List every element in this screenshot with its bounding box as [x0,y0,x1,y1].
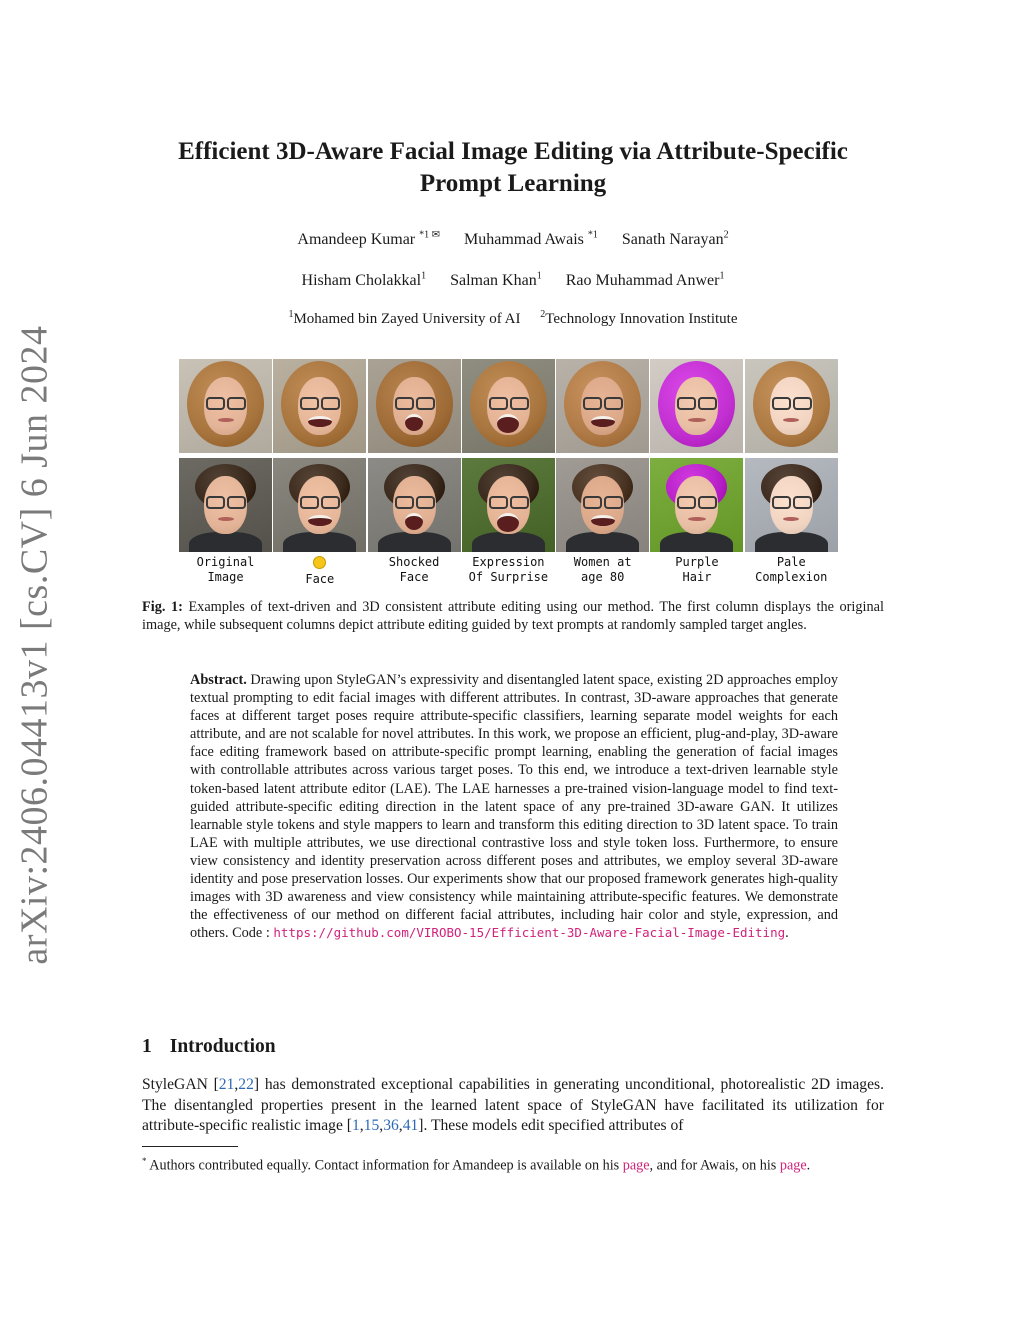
face-thumbnail [368,458,461,552]
face-thumbnail [650,359,743,453]
column-label-smiling: Face [273,555,366,587]
affiliation: $^2$Technology Innovation Institute [540,308,738,327]
column-label-age: Women at age 80 [573,555,632,584]
citation-link[interactable]: 41 [402,1117,419,1134]
abstract: Abstract. Drawing upon StyleGAN’s expressivity and disentangled latent space, existing 2D approaches employ textual prompting to edit facial images with different attributes. In contrast, 3D-aware approaches that generate faces at different target poses require attribute-specific classifiers, learning separate model weights for each attribute, and are not scalable for novel attributes. In this work, we propose an efficient, plug-and-play, 3D-aware face editing framework based on attribute-specific prompt learning, enabling the generation of facial images with controllable attributes across various target poses. To this end, we introduce a text-driven learnable style token-based latent attribute editor (LAE). The LAE harnesses a pre-trained vision-language model to find text-guided attribute-specific editing direction in the latent space of any pre-trained 3D-aware GAN. It utilizes learnable style tokens and style mappers to learn and transform this editing direction to 3D latent space. To train LAE with multiple attributes, we use directional contrastive loss and style token loss. Furthermore, to ensure view consistency and identity preservation across different poses and attributes, we employ several 3D-aware identity and pose preservation losses. Our experiments show that our proposed framework generates high-quality images with 3D awareness and view consistency while maintaining attribute-specific features. We demonstrate the effectiveness of our method on different facial attributes, including hair color and style, expression, and others. Code : https://github.com/VIROBO-15/Efficient-3D-Aware-Facial-Image-Editing. [190,672,838,942]
arxiv-identifier: arXiv:2406.04413v1 [cs.CV] 6 Jun 2024 [14,325,56,965]
abstract-text: Drawing upon StyleGAN’s expressivity and disentangled latent space, existing 2D approaches employ textual prompting to edit facial images with different attributes. In contrast, 3D-aware approaches that generate faces at different target poses require attribute-specific classifiers, learning separate model weights for each attribute, and are not scalable for novel attributes. In this work, we propose an efficient, plug-and-play, 3D-aware face editing framework based on attribute-specific prompt learning, enabling the generation of facial images with controllable attributes across various target poses. To this end, we introduce a text-driven learnable style token-based latent attribute editor (LAE). The LAE harnesses a pre-trained vision-language model to find text-guided attribute-specific editing direction in the latent space of any pre-trained 3D-aware GAN. It utilizes learnable style tokens and style mappers to learn and transform this editing direction to 3D latent space. To train LAE with multiple attributes, we use directional contrastive loss and style token loss. Furthermore, to ensure view consistency and identity preservation across different poses and attributes, we employ several 3D-aware identity and pose preservation losses. Our experiments show that our proposed framework generates high-quality images with 3D awareness and view consistency while maintaining attribute-specific features. We demonstrate the effectiveness of our method on different facial attributes, including hair color and style, expression, and others. Code : [190,672,838,942]
footnote-mark: * [142,1156,147,1166]
face-thumbnail [556,458,649,552]
affiliation: $^1$Mohamed bin Zayed University of AI [288,308,521,327]
caption-label: Fig. 1: [142,599,183,615]
section-number: 1 [142,1036,152,1057]
face-thumbnail [745,458,838,552]
face-thumbnail [179,458,272,552]
page-link[interactable]: page [779,1157,807,1174]
author: Amandeep Kumar $^{*1 ✉}$ [297,230,441,249]
caption-text: Examples of text-driven and 3D consistent attribute editing using our method. The first column displays the original image, while subsequent columns depict attribute editing guided by text prompts at randomly sampled target angles. [142,599,884,633]
authors-row-2 [142,266,884,290]
column-label-surprise: Expression Of Surprise [468,555,549,584]
code-link[interactable]: https://github.com/VIROBO-15/Efficient-3D-Aware-Facial-Image-Editing [273,925,786,941]
intro-paragraph: StyleGAN [21,22] has demonstrated exceptional capabilities in generating unconditional, photorealistic 2D images. The disentangled properties present in the learned latent space of StyleGAN have facilitated its utilization for attribute-specific realistic image [1,15,36,41]. These models edit specified attributes of [142,1076,884,1134]
title-line-2: Prompt Learning [419,170,607,197]
column-label-pale: Pale Complexion [755,555,828,584]
smiley-emoji-icon [313,556,326,569]
abstract-label: Abstract. [190,672,247,688]
author: Hisham Cholakkal$^1$ [301,270,427,289]
figure-caption [142,598,884,634]
paper-title [142,136,884,200]
figure-1 [179,359,842,587]
title-line-1: Efficient 3D-Aware Facial Image Editing via Attribute-Specific [178,138,848,165]
paper-header [142,0,884,328]
face-thumbnail [650,458,743,552]
footnote-rule [142,1146,238,1147]
page-link[interactable]: page [622,1157,650,1174]
column-label-shocked: Shocked Face [388,555,440,584]
footnote: * Authors contributed equally. Contact information for Amandeep is available on his page, and for Awais, on his page. [142,1156,811,1174]
section-heading [142,1036,276,1058]
face-thumbnail [273,458,366,552]
face-thumbnail [462,458,555,552]
citation-link[interactable]: 1 [351,1117,360,1134]
citation-link[interactable]: 22 [238,1076,254,1093]
face-thumbnail [273,359,366,453]
face-image-grid [179,359,842,552]
citation-link[interactable]: 15 [363,1117,380,1134]
face-thumbnail [368,359,461,453]
author: Salman Khan$^1$ [450,270,542,289]
author: Sanath Narayan$^2$ [621,230,729,249]
section-title: Introduction [169,1036,276,1057]
column-label-purple-hair: Purple Hair [675,555,719,584]
figure-column-labels [179,555,842,587]
author: Rao Muhammad Anwer$^1$ [565,270,725,289]
face-thumbnail [556,359,649,453]
citation-link[interactable]: 36 [383,1117,399,1134]
face-thumbnail [745,359,838,453]
author: Muhammad Awais $^{*1}$ [464,230,598,249]
citation-link[interactable]: 21 [218,1076,235,1093]
affiliations [142,309,884,328]
authors-row-1 [142,226,884,250]
arxiv-side-stamp [0,325,70,965]
face-thumbnail [462,359,555,453]
face-thumbnail [179,359,272,453]
column-label-original: Original Image [196,555,255,584]
